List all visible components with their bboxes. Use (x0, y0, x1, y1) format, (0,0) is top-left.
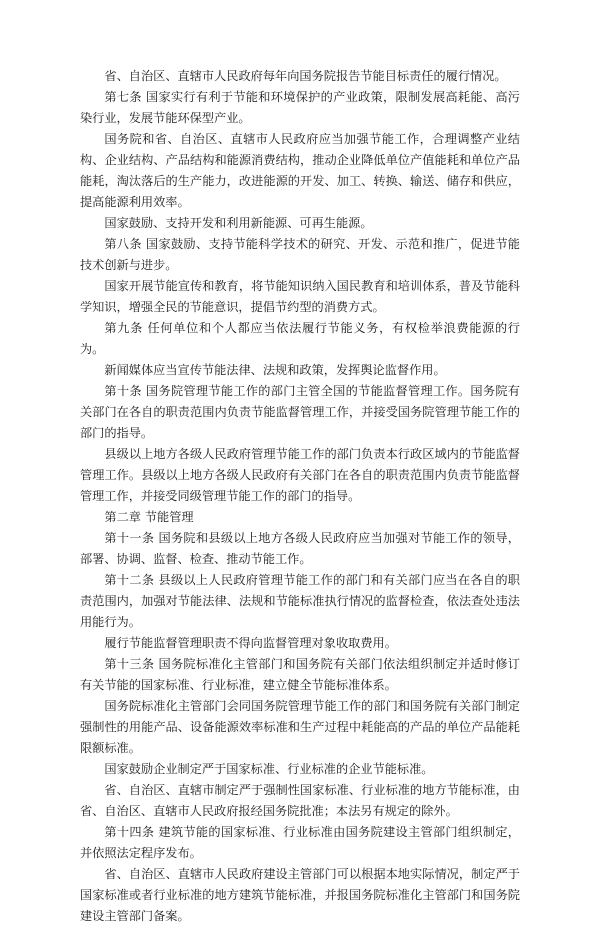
article-9: 第九条 任何单位和个人都应当依法履行节能义务，有权检举浪费能源的行为。 (80, 321, 520, 356)
paragraph: 国家开展节能宣传和教育，将节能知识纳入国民教育和培训体系，普及节能科学知识，增强全民的节能意识，提倡节约型的消费方式。 (80, 279, 520, 314)
article-14: 第十四条 建筑节能的国家标准、行业标准由国务院建设主管部门组织制定，并依照法定程序发布。 (80, 825, 520, 860)
article-13: 第十三条 国务院标准化主管部门和国务院有关部门依法组织制定并适时修订有关节能的国家标准、行业标准，建立健全节能标准体系。 (80, 657, 520, 692)
article-8: 第八条 国家鼓励、支持节能科学技术的研究、开发、示范和推广，促进节能技术创新与进步。 (80, 237, 520, 272)
paragraph: 新闻媒体应当宣传节能法律、法规和政策，发挥舆论监督作用。 (104, 363, 446, 377)
article-10: 第十条 国务院管理节能工作的部门主管全国的节能监督管理工作。国务院有关部门在各自的职责范围内负责节能监督管理工作，并接受国务院管理节能工作的部门的指导。 (80, 384, 520, 440)
chapter-heading: 第二章 节能管理 (104, 510, 194, 524)
paragraph: 国务院和省、自治区、直辖市人民政府应当加强节能工作，合理调整产业结构、企业结构、产品结构和能源消费结构，推动企业降低单位产值能耗和单位产品能耗，淘汰落后的生产能力，改进能源的开发、加工、转换、输送、储存和供应，提高能源利用效率。 (80, 132, 520, 209)
paragraph: 国务院标准化主管部门会同国务院管理节能工作的部门和国务院有关部门制定强制性的用能产品、设备能源效率标准和生产过程中耗能高的产品的单位产品能耗限额标准。 (80, 699, 520, 755)
article-11: 第十一条 国务院和县级以上地方各级人民政府应当加强对节能工作的领导，部署、协调、监督、检查、推动节能工作。 (80, 531, 520, 566)
paragraph: 省、自治区、直辖市制定严于强制性国家标准、行业标准的地方节能标准，由省、自治区、直辖市人民政府报经国务院批准；本法另有规定的除外。 (80, 783, 520, 818)
article-12: 第十二条 县级以上人民政府管理节能工作的部门和有关部门应当在各自的职责范围内，加强对节能法律、法规和节能标准执行情况的监督检查，依法查处违法用能行为。 (80, 573, 520, 629)
paragraph: 履行节能监督管理职责不得向监督管理对象收取费用。 (104, 636, 397, 650)
document-body (80, 66, 520, 927)
paragraph: 县级以上地方各级人民政府管理节能工作的部门负责本行政区域内的节能监督管理工作。县级以上地方各级人民政府有关部门在各自的职责范围内负责节能监督管理工作，并接受同级管理节能工作的部门的指导。 (80, 447, 520, 503)
paragraph: 省、自治区、直辖市人民政府每年向国务院报告节能目标责任的履行情况。 (104, 69, 507, 83)
paragraph: 国家鼓励、支持开发和利用新能源、可再生能源。 (104, 216, 373, 230)
article-7: 第七条 国家实行有利于节能和环境保护的产业政策，限制发展高耗能、高污染行业，发展节能环保型产业。 (80, 90, 520, 125)
paragraph: 国家鼓励企业制定严于国家标准、行业标准的企业节能标准。 (104, 762, 434, 776)
paragraph: 省、自治区、直辖市人民政府建设主管部门可以根据本地实际情况，制定严于国家标准或者行业标准的地方建筑节能标准，并报国务院标准化主管部门和国务院建设主管部门备案。 (80, 867, 520, 923)
